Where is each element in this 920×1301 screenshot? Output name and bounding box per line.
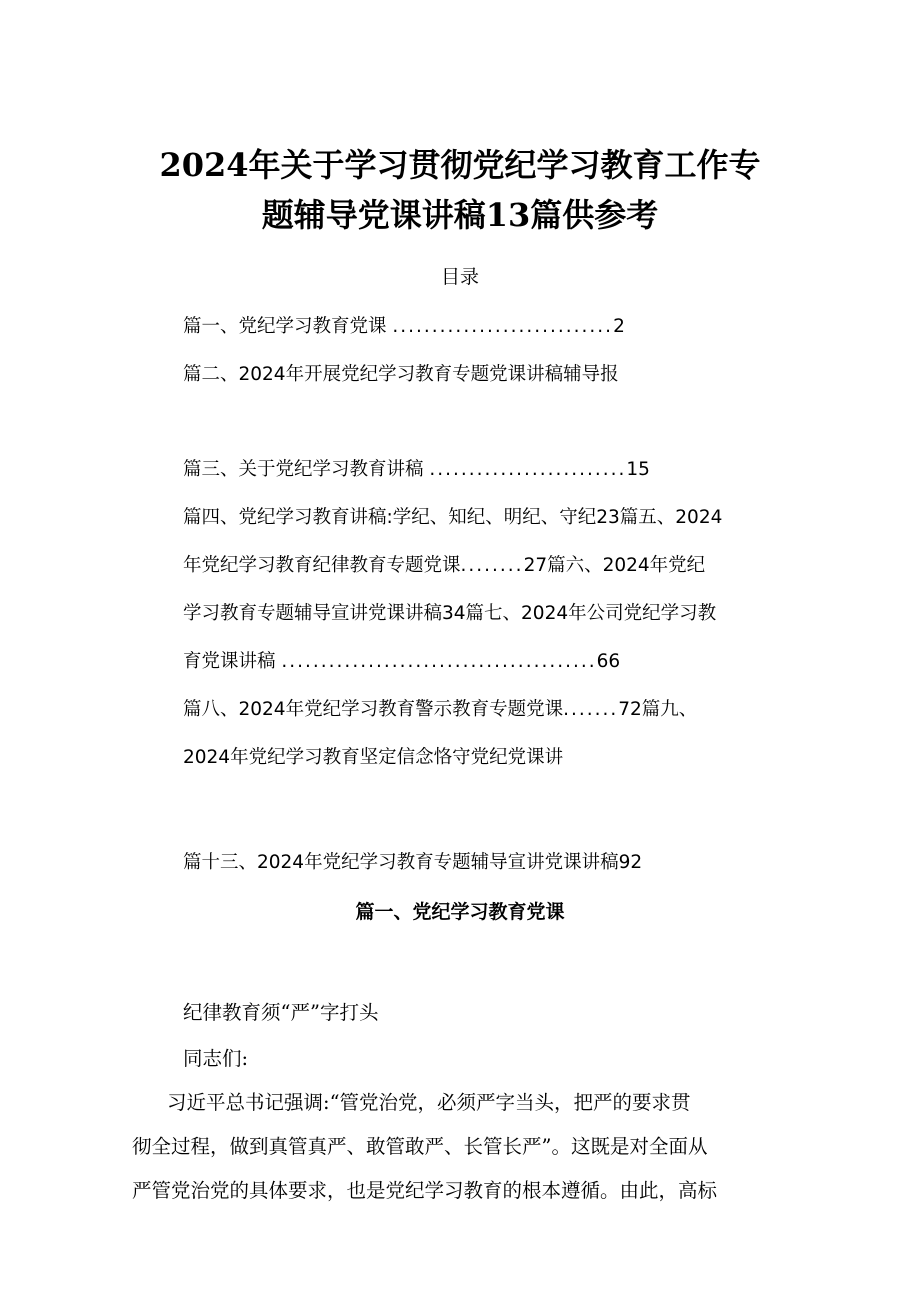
toc-page-number: 15: [626, 459, 650, 480]
section-heading: 篇一、党纪学习教育党课: [355, 901, 565, 923]
toc-leader-dots: .......: [563, 699, 619, 720]
toc-leader-dots: ............................: [392, 316, 614, 337]
toc-leader-dots: ........: [460, 555, 524, 576]
toc-entry-text: 篇八、2024年党纪学习教育警示教育专题党课: [183, 699, 564, 720]
toc-entry-text: 篇一、党纪学习教育党课: [183, 316, 393, 337]
toc-entry[interactable]: [183, 503, 793, 529]
toc-heading: 目录: [440, 266, 479, 288]
document-title-line-2: 题辅导党课讲稿13篇供参考: [261, 196, 659, 234]
toc-entry[interactable]: [183, 551, 793, 577]
toc-entry-text: 学习教育专题辅导宣讲党课讲稿34篇七、2024年公司党纪学习教: [183, 603, 717, 624]
toc-entry-text: 年党纪学习教育纪律教育专题党课: [183, 555, 461, 576]
body-salutation: 同志们:: [183, 1047, 249, 1070]
toc-page-number: 2: [613, 316, 625, 337]
toc-entry-text: 篇二、2024年开展党纪学习教育专题党课讲稿辅导报: [183, 364, 619, 385]
toc-entry[interactable]: [183, 647, 793, 673]
toc-entry-text: 篇四、党纪学习教育讲稿:学纪、知纪、明纪、守纪23篇五、2024: [183, 507, 723, 528]
toc-leader-dots: .........................: [429, 459, 627, 480]
toc-entry[interactable]: [183, 848, 793, 874]
toc-entry[interactable]: [183, 743, 793, 769]
toc-page-number: 66: [596, 651, 621, 672]
body-paragraph-line: 习近平总书记强调:“管党治党，必须严字当头，把严的要求贯: [167, 1091, 691, 1114]
toc-entry[interactable]: [183, 455, 793, 481]
toc-entry[interactable]: [183, 695, 793, 721]
toc-page-number: 27篇六、2024年党纪: [523, 555, 706, 576]
toc-page-number: 72篇九、: [618, 699, 698, 720]
toc-entry[interactable]: [183, 312, 793, 338]
body-paragraph-line: 严管党治党的具体要求，也是党纪学习教育的根本遵循。由此，高标: [132, 1179, 718, 1202]
document-title-line-1: 2024年关于学习贯彻党纪学习教育工作专: [159, 146, 761, 184]
body-subtitle: 纪律教育须“严”字打头: [183, 1001, 379, 1024]
toc-entry[interactable]: [183, 360, 793, 386]
body-paragraph-line: 彻全过程，做到真管真严、敢管敢严、长管长严”。这既是对全面从: [132, 1135, 708, 1158]
toc-entry-text: 篇十三、2024年党纪学习教育专题辅导宣讲党课讲稿92: [183, 852, 643, 873]
toc-entry-text: 育党课讲稿: [183, 651, 282, 672]
toc-entry-text: 篇三、关于党纪学习教育讲稿: [183, 459, 430, 480]
toc-leader-dots: ........................................: [281, 651, 597, 672]
toc-entry[interactable]: [183, 599, 793, 625]
toc-entry-text: 2024年党纪学习教育坚定信念恪守党纪党课讲: [183, 747, 564, 768]
